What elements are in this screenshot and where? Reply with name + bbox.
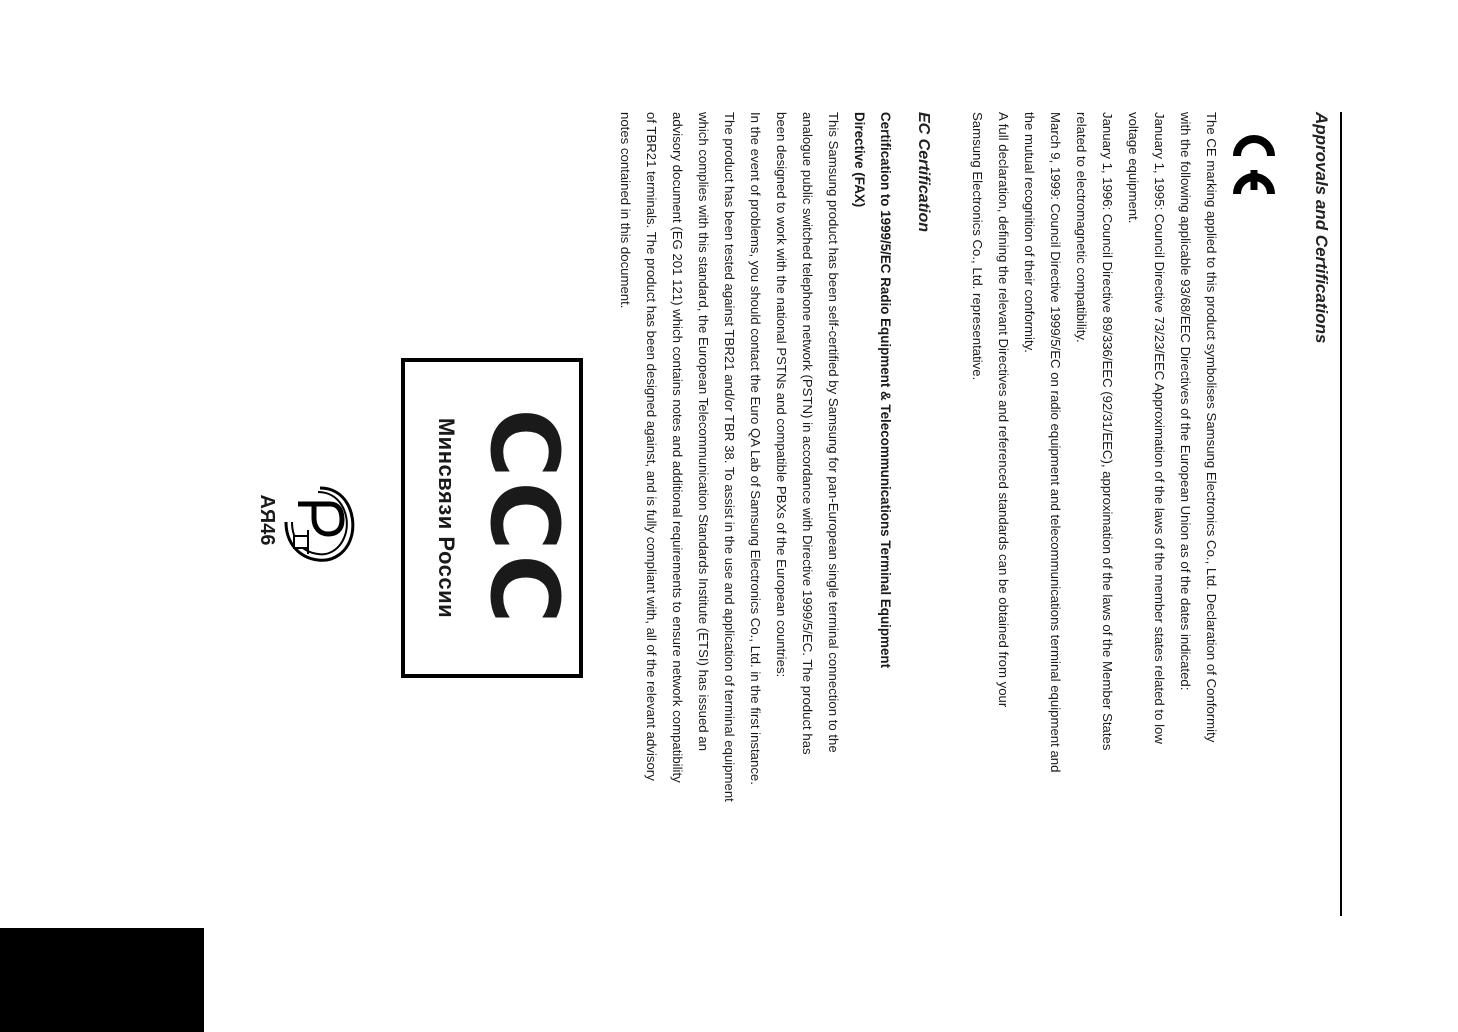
text-line: In the event of problems, you should contact the Euro QA Lab of Samsung Electronics Co., Ltd. in the first instance. bbox=[748, 112, 763, 785]
corner-black-block bbox=[0, 928, 204, 1032]
text-line: related to electromagnetic compatibility. bbox=[1074, 112, 1089, 343]
text-line: Certification to 1999/5/EC Radio Equipment & Telecommunications Terminal Equipment bbox=[878, 112, 893, 669]
text-line: January 1, 1995: Council Directive 73/23/EEC Approximation of the laws of the member states related to low bbox=[1152, 112, 1167, 744]
text-line: Directive (FAX) bbox=[852, 112, 867, 208]
text-line: advisory document (EG 201 121) which contains notes and additional requirements to ensure network compatibility bbox=[670, 112, 685, 783]
text-line: Samsung Electronics Co., Ltd. representative. bbox=[970, 112, 985, 381]
ec-certification-heading: EC Certification bbox=[915, 112, 932, 233]
fax-certification-text bbox=[612, 112, 846, 802]
text-line: the mutual recognition of their conformity. bbox=[1022, 112, 1037, 353]
text-line: This Samsung product has been self-certified by Samsung for pan-European single terminal connection to the bbox=[826, 112, 841, 753]
text-line: voltage equipment. bbox=[1126, 112, 1141, 224]
ce-declaration-text bbox=[964, 112, 1224, 772]
text-line: which complies with this standard, the European Telecommunication Standards Institute (ETSI) has issued an bbox=[696, 112, 711, 751]
text-line: A full declaration, defining the relevant Directives and referenced standards can be obtained from your bbox=[996, 112, 1011, 708]
ce-mark-icon bbox=[1226, 120, 1277, 200]
ccc-caption: Минсвязи России bbox=[434, 417, 459, 619]
ccc-certification-mark bbox=[401, 358, 583, 678]
text-line: The CE marking applied to this product symbolises Samsung Electronics Co., Ltd. Declaration of Conformity bbox=[1204, 112, 1219, 743]
pct-logo-icon bbox=[275, 470, 360, 570]
text-line: analogue public switched telephone network (PSTN) in accordance with Directive 1999/5/EC. The product has bbox=[800, 112, 815, 755]
text-line: with the following applicable 93/68/EEC Directives of the European Union as of the dates indicated: bbox=[1178, 112, 1193, 691]
text-line: of TBR21 terminals. The product has been designed against, and is fully compliant with, all of the relevant advisory bbox=[644, 112, 659, 781]
page-heading: Approvals and Certifications bbox=[1312, 112, 1331, 344]
header-rule bbox=[1340, 112, 1342, 916]
text-line: March 9, 1999: Council Directive 1999/5/EC on radio equipment and telecommunications terminal equipment and bbox=[1048, 112, 1063, 773]
pct-code: АЯ46 bbox=[256, 494, 278, 546]
text-line: been designed to work with the national PSTNs and compatible PBXs of the European countries: bbox=[774, 112, 789, 678]
text-line: January 1, 1996: Council Directive 89/336/EEC (92/31/EEC), approximation of the laws of the Member States bbox=[1100, 112, 1115, 751]
text-line: notes contained in this document. bbox=[618, 112, 633, 309]
ccc-logo-icon: CCC bbox=[469, 408, 578, 628]
text-line: The product has been tested against TBR21 and/or TBR 38. To assist in the use and application of terminal equipment bbox=[722, 112, 737, 802]
certification-subheading bbox=[846, 112, 898, 668]
